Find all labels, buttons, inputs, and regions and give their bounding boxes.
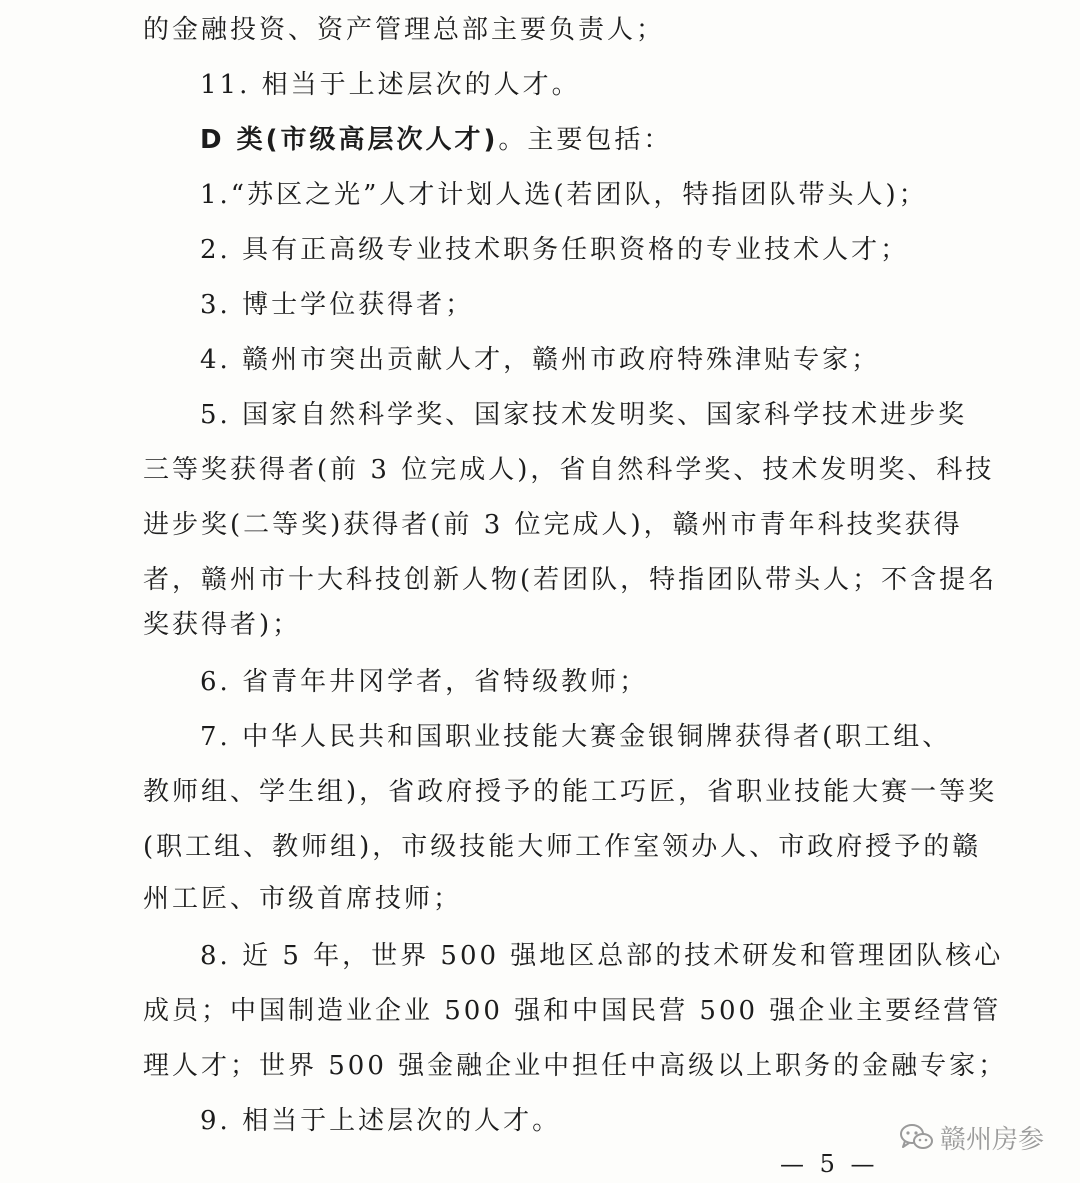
text-line: 3. 博士学位获得者； <box>200 290 475 320</box>
text-line: 1.“苏区之光”人才计划人选(若团队，特指团队带头人)； <box>200 180 928 210</box>
text-line: 9. 相当于上述层次的人才。 <box>200 1106 562 1136</box>
text-line: 教师组、学生组)，省政府授予的能工巧匠，省职业技能大赛一等奖 <box>143 777 998 807</box>
text-line: 8. 近 5 年，世界 500 强地区总部的技术研发和管理团队核心 <box>200 941 1004 971</box>
watermark-text: 赣州房参 <box>940 1124 1045 1155</box>
text-line: 7. 中华人民共和国职业技能大赛金银铜牌获得者(职工组、 <box>200 722 952 752</box>
watermark <box>898 1117 1044 1157</box>
heading-rest: 。主要包括： <box>498 125 673 155</box>
text-line: 4. 赣州市突出贡献人才，赣州市政府特殊津贴专家； <box>200 345 881 375</box>
page-number: — 5 — <box>780 1150 879 1178</box>
text-line: 进步奖(二等奖)获得者(前 3 位完成人)，赣州市青年科技奖获得 <box>143 510 963 540</box>
text-line: 州工匠、市级首席技师； <box>143 884 463 914</box>
text-line: 2. 具有正高级专业技术职务任职资格的专业技术人才； <box>200 235 910 265</box>
section-heading <box>200 123 672 157</box>
text-line: 成员；中国制造业企业 500 强和中国民营 500 强企业主要经营管 <box>143 996 1002 1026</box>
text-line: 6. 省青年井冈学者，省特级教师； <box>200 667 649 697</box>
text-line: 11. 相当于上述层次的人才。 <box>200 70 581 100</box>
text-line: 理人才；世界 500 强金融企业中担任中高级以上职务的金融专家； <box>143 1051 1008 1081</box>
wechat-icon <box>898 1122 934 1152</box>
text-line: (职工组、教师组)，市级技能大师工作室领办人、市政府授予的赣 <box>143 832 982 862</box>
text-line: 者，赣州市十大科技创新人物(若团队，特指团队带头人；不含提名 <box>143 565 998 595</box>
text-line: 的金融投资、资产管理总部主要负责人； <box>143 15 666 45</box>
text-line: 5. 国家自然科学奖、国家技术发明奖、国家科学技术进步奖 <box>200 400 968 430</box>
text-line: 三等奖获得者(前 3 位完成人)，省自然科学奖、技术发明奖、科技 <box>143 455 995 485</box>
text-line: 奖获得者)； <box>143 610 302 640</box>
heading-bold: D 类(市级高层次人才) <box>200 125 499 155</box>
